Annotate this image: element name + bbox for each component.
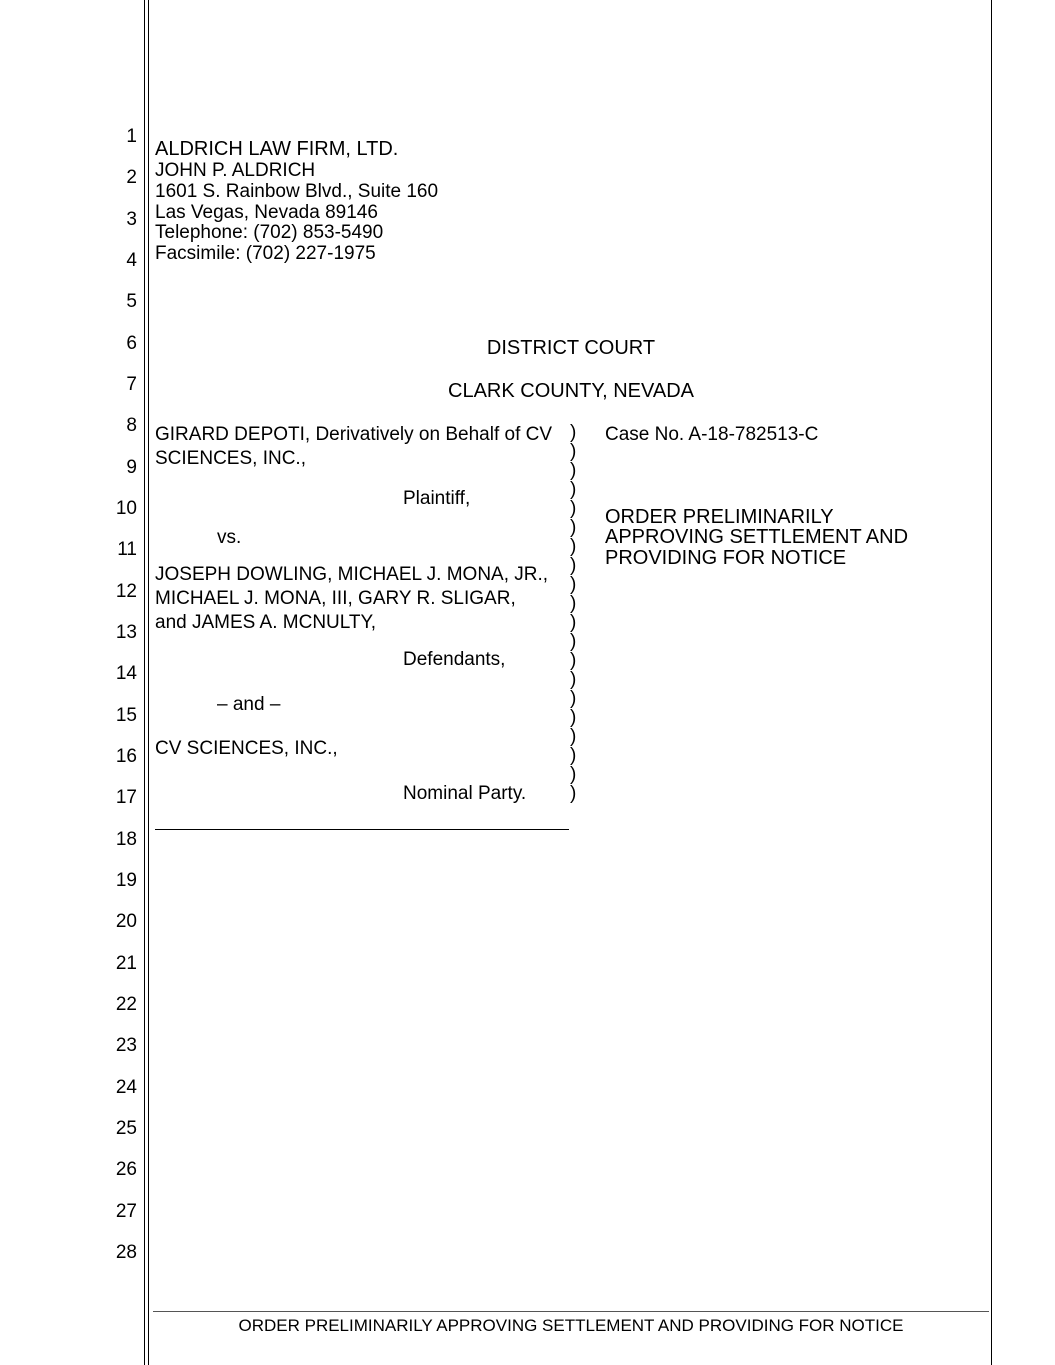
document-title-line-3: PROVIDING FOR NOTICE (605, 547, 847, 569)
court-name: DISTRICT COURT (486, 337, 656, 359)
facsimile: Facsimile: (702) 227-1975 (155, 243, 376, 264)
left-margin-rule-outer (144, 0, 145, 1365)
defendants-line-1: JOSEPH DOWLING, MICHAEL J. MONA, JR., (155, 564, 549, 585)
line-number: 12 (115, 581, 137, 602)
line-number: 9 (126, 457, 137, 478)
and-separator: – and – (217, 694, 281, 715)
paren: ) (570, 479, 577, 500)
address-line-1: 1601 S. Rainbow Blvd., Suite 160 (155, 181, 439, 202)
paren: ) (570, 574, 577, 595)
paren: ) (570, 612, 577, 633)
paren: ) (570, 498, 577, 519)
line-number: 2 (126, 167, 137, 188)
case-number: Case No. A-18-782513-C (605, 424, 819, 445)
paren: ) (570, 764, 577, 785)
line-number: 22 (115, 994, 137, 1015)
caption-underline (155, 829, 569, 830)
nominal-party-name: CV SCIENCES, INC., (155, 738, 338, 759)
plaintiff-role: Plaintiff, (403, 488, 471, 509)
line-number: 6 (126, 333, 137, 354)
court-county: CLARK COUNTY, NEVADA (448, 380, 694, 402)
paren: ) (570, 726, 577, 747)
document-title-line-2: APPROVING SETTLEMENT AND (605, 526, 909, 548)
right-margin-rule (991, 0, 992, 1365)
line-number: 18 (115, 829, 137, 850)
line-number: 15 (115, 705, 137, 726)
defendants-role: Defendants, (403, 649, 506, 670)
line-number: 11 (117, 539, 137, 560)
plaintiff-name: GIRARD DEPOTI, Derivatively on Behalf of CV (155, 424, 553, 445)
nominal-party-role: Nominal Party. (403, 783, 527, 804)
defendants-line-3: and JAMES A. MCNULTY, (155, 612, 377, 633)
paren: ) (570, 422, 577, 443)
paren: ) (570, 650, 577, 671)
line-number: 10 (115, 498, 137, 519)
line-number: 19 (115, 870, 137, 891)
line-number: 28 (115, 1242, 137, 1263)
attorney-name: JOHN P. ALDRICH (155, 160, 316, 181)
line-number: 27 (115, 1201, 137, 1222)
left-margin-rule-inner (148, 0, 149, 1365)
line-number: 4 (126, 250, 137, 271)
line-number: 5 (126, 291, 137, 312)
line-number: 3 (126, 209, 137, 230)
paren: ) (570, 631, 577, 652)
line-number: 16 (115, 746, 137, 767)
line-number: 13 (115, 622, 137, 643)
line-number: 17 (115, 787, 137, 808)
paren: ) (570, 783, 577, 804)
paren: ) (570, 555, 577, 576)
paren: ) (570, 669, 577, 690)
paren: ) (570, 593, 577, 614)
defendants-line-2: MICHAEL J. MONA, III, GARY R. SLIGAR, (155, 588, 516, 609)
address-line-2: Las Vegas, Nevada 89146 (155, 202, 378, 223)
line-number: 7 (126, 374, 137, 395)
paren: ) (570, 536, 577, 557)
line-number: 20 (115, 911, 137, 932)
line-number: 14 (115, 663, 137, 684)
versus: vs. (217, 527, 242, 548)
line-number: 26 (115, 1159, 137, 1180)
line-number: 1 (126, 126, 137, 147)
paren: ) (570, 745, 577, 766)
document-title-line-1: ORDER PRELIMINARILY (605, 506, 834, 528)
footer-rule (153, 1311, 989, 1312)
line-number: 8 (126, 415, 137, 436)
plaintiff-name-cont: SCIENCES, INC., (155, 448, 306, 469)
line-number: 21 (115, 953, 137, 974)
firm-name: ALDRICH LAW FIRM, LTD. (155, 138, 399, 160)
paren: ) (570, 517, 577, 538)
paren: ) (570, 441, 577, 462)
line-number: 23 (115, 1035, 137, 1056)
line-number: 24 (115, 1077, 137, 1098)
line-number: 25 (115, 1118, 137, 1139)
paren: ) (570, 688, 577, 709)
paren: ) (570, 460, 577, 481)
paren: ) (570, 707, 577, 728)
footer-title: ORDER PRELIMINARILY APPROVING SETTLEMENT AND PROVIDING FOR NOTICE (238, 1316, 904, 1335)
telephone: Telephone: (702) 853-5490 (155, 222, 384, 243)
